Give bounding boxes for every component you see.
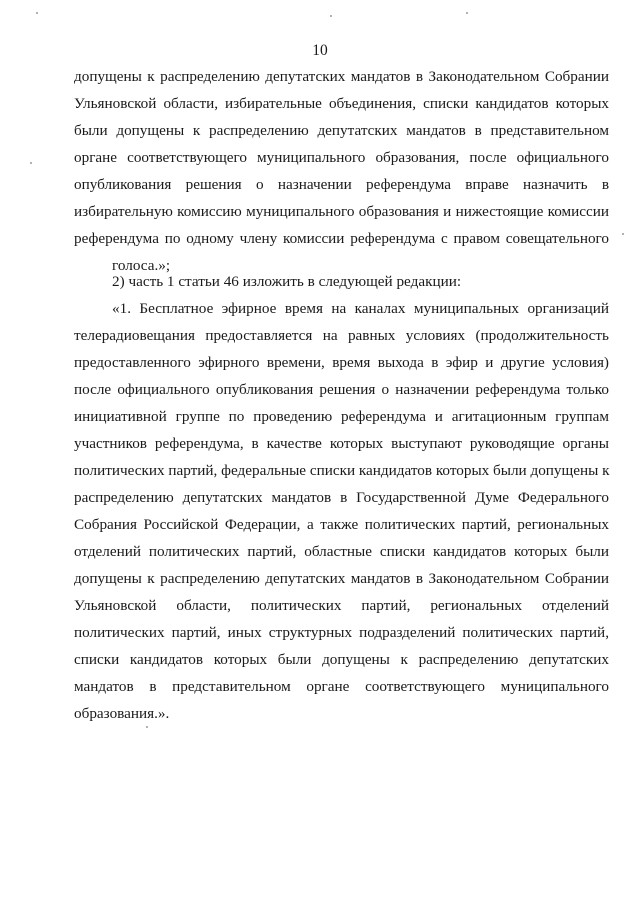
- text-line: допущены к распределению депутатских мандатов в Законодательном Собрании: [74, 68, 609, 85]
- text-line: опубликования решения о назначении референдума вправе назначить в: [74, 176, 609, 193]
- scan-artifact: [146, 726, 148, 728]
- paragraph-heading: 2) часть 1 статьи 46 изложить в следующей редакции:: [112, 273, 462, 290]
- text-line: политических партий, иных структурных подразделений политических партий,: [74, 624, 609, 641]
- text-line: распределению депутатских мандатов в Государственной Думе Федерального: [74, 489, 609, 506]
- text-line: Собрания Российской Федерации, а также политических партий, региональных: [74, 516, 609, 533]
- scan-artifact: [622, 233, 624, 235]
- text-line: после официального опубликования решения о назначении референдума только: [74, 381, 609, 398]
- text-line: органе соответствующего муниципального образования, после официального: [74, 149, 609, 166]
- text-line: участников референдума, в качестве которых выступают руководящие органы: [74, 435, 609, 452]
- text-line: телерадиовещания предоставляется на равных условиях (продолжительность: [74, 327, 609, 344]
- text-line: образования.».: [74, 705, 170, 722]
- scan-artifact: [330, 15, 332, 17]
- scan-artifact: [466, 12, 468, 14]
- text-line: отделений политических партий, областные списки кандидатов которых были: [74, 543, 609, 560]
- text-line: референдума по одному члену комиссии референдума с правом совещательного: [74, 230, 609, 247]
- text-line: мандатов в представительном органе соответствующего муниципального: [74, 678, 609, 695]
- text-line: Ульяновской области, политических партий, региональных отделений: [74, 597, 609, 614]
- text-line: голоса.»;: [112, 257, 171, 274]
- text-line: предоставленного эфирного времени, время выхода в эфир и другие условия): [74, 354, 609, 371]
- text-line: «1. Бесплатное эфирное время на каналах муниципальных организаций: [112, 300, 609, 317]
- scan-artifact: [36, 12, 38, 14]
- text-line: инициативной группе по проведению референдума и агитационным группам: [74, 408, 609, 425]
- text-line: избирательную комиссию муниципального образования и нижестоящие комиссии: [74, 203, 609, 220]
- text-line: политических партий, федеральные списки кандидатов которых были допущены к: [74, 462, 610, 479]
- text-line: списки кандидатов которых были допущены к распределению депутатских: [74, 651, 609, 668]
- text-line: Ульяновской области, избирательные объединения, списки кандидатов которых: [74, 95, 609, 112]
- page-number: 10: [312, 42, 328, 59]
- text-line: были допущены к распределению депутатских мандатов в представительном: [74, 122, 609, 139]
- scan-artifact: [30, 162, 32, 164]
- text-line: допущены к распределению депутатских мандатов в Законодательном Собрании: [74, 570, 609, 587]
